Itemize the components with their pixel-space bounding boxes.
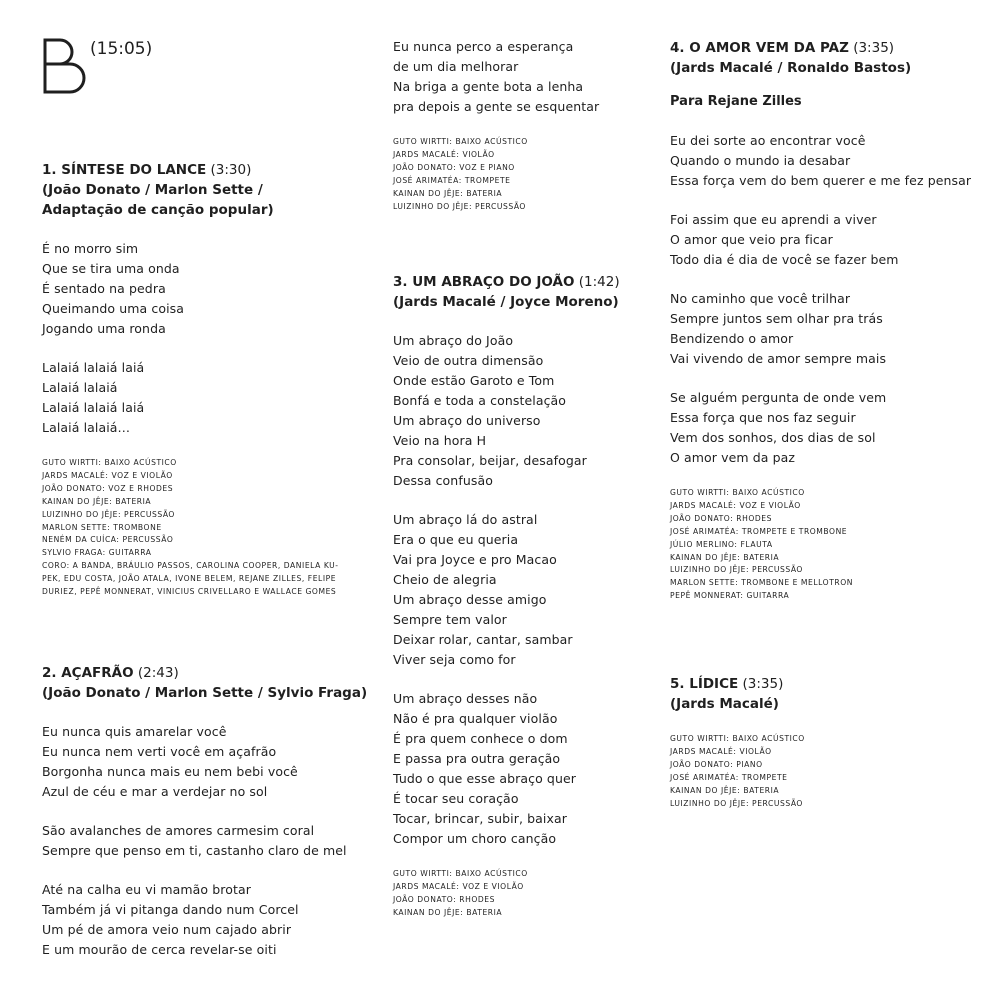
track-3 bbox=[393, 272, 620, 920]
lyric-line: Viver seja como for bbox=[393, 652, 516, 667]
lyric-line: Lalaiá lalaiá laiá bbox=[42, 360, 145, 375]
personnel-line: PEK, EDU COSTA, JOÃO ATALA, IVONE BELEM, REJANE ZILLES, FELIPE bbox=[42, 574, 337, 584]
lyric-line: Veio na hora H bbox=[393, 433, 487, 448]
lyric-line: Um abraço lá do astral bbox=[393, 512, 538, 527]
lyrics-stanza bbox=[393, 331, 620, 491]
personnel-line: JARDS MACALÉ: VOZ E VIOLÃO bbox=[42, 470, 173, 480]
track-title bbox=[670, 674, 805, 694]
lyric-line: O amor vem da paz bbox=[670, 450, 796, 465]
track-duration: (3:30) bbox=[210, 162, 252, 178]
lyric-line: Era o que eu queria bbox=[393, 532, 519, 547]
track-number-title: 4. O AMOR VEM DA PAZ bbox=[670, 40, 849, 56]
lyric-line: Também já vi pitanga dando num Corcel bbox=[42, 902, 299, 917]
personnel-line: GUTO WIRTTI: BAIXO ACÚSTICO bbox=[42, 458, 177, 467]
personnel-list bbox=[393, 136, 599, 213]
lyric-line: Um abraço do universo bbox=[393, 413, 541, 428]
track-number-title: 1. SÍNTESE DO LANCE bbox=[42, 162, 207, 178]
lyric-line: de um dia melhorar bbox=[393, 59, 519, 74]
personnel-line: JARDS MACALÉ: VIOLÃO bbox=[393, 149, 495, 159]
lyric-line: Eu dei sorte ao encontrar você bbox=[670, 133, 866, 148]
track-songwriters: (João Donato / Marlon Sette / Sylvio Fraga) bbox=[42, 685, 368, 701]
lyric-line: Todo dia é dia de você se fazer bem bbox=[670, 252, 899, 267]
side-letter: B bbox=[54, 58, 55, 59]
lyric-line: Que se tira uma onda bbox=[42, 261, 180, 276]
track-songwriters: (João Donato / Marlon Sette / bbox=[42, 182, 263, 198]
side-duration: (15:05) bbox=[90, 39, 153, 59]
lyrics-stanza bbox=[42, 239, 339, 339]
lyric-line: Sempre juntos sem olhar pra trás bbox=[670, 311, 883, 326]
personnel-line: JOSÉ ARIMATÉA: TROMPETE bbox=[670, 772, 788, 782]
lyric-line: Pra consolar, beijar, desafogar bbox=[393, 453, 587, 468]
personnel-line: LUIZINHO DO JÊJE: PERCUSSÃO bbox=[393, 201, 526, 211]
lyric-line: O amor que veio pra ficar bbox=[670, 232, 833, 247]
personnel-line: LUIZINHO DO JÊJE: PERCUSSÃO bbox=[670, 565, 803, 575]
lyric-line: Lalaiá lalaiá… bbox=[42, 420, 131, 435]
lyric-line: São avalanches de amores carmesim coral bbox=[42, 823, 315, 838]
lyric-line: Um abraço do João bbox=[393, 333, 514, 348]
track-songwriters: (Jards Macalé / Joyce Moreno) bbox=[393, 294, 619, 310]
lyric-line: É no morro sim bbox=[42, 241, 139, 256]
lyric-line: Onde estão Garoto e Tom bbox=[393, 373, 555, 388]
lyric-line: Azul de céu e mar a verdejar no sol bbox=[42, 784, 268, 799]
lyric-line: Sempre que penso em ti, castanho claro de mel bbox=[42, 843, 347, 858]
lyric-line: Sempre tem valor bbox=[393, 612, 507, 627]
personnel-line: KAINAN DO JÊJE: BATERIA bbox=[42, 496, 152, 506]
lyric-line: Tocar, brincar, subir, baixar bbox=[393, 811, 567, 826]
lyric-line: Quando o mundo ia desabar bbox=[670, 153, 851, 168]
track-title bbox=[42, 160, 339, 180]
lyric-line: Vai vivendo de amor sempre mais bbox=[670, 351, 887, 366]
personnel-line: JOÃO DONATO: VOZ E PIANO bbox=[393, 162, 515, 172]
lyric-line: É tocar seu coração bbox=[393, 791, 519, 806]
track-title bbox=[42, 663, 367, 683]
personnel-list bbox=[670, 733, 805, 810]
personnel-line: KAINAN DO JÊJE: BATERIA bbox=[670, 785, 780, 795]
personnel-line: JÚLIO MERLINO: FLAUTA bbox=[670, 539, 773, 549]
lyrics-stanza bbox=[670, 289, 971, 369]
lyric-line: Veio de outra dimensão bbox=[393, 353, 544, 368]
personnel-list bbox=[670, 487, 971, 603]
personnel-line: NENÉM DA CUÍCA: PERCUSSÃO bbox=[42, 535, 174, 545]
lyric-line: pra depois a gente se esquentar bbox=[393, 99, 600, 114]
personnel-line: MARLON SETTE: TROMBONE bbox=[42, 522, 162, 532]
lyric-line: Bendizendo o amor bbox=[670, 331, 794, 346]
lyric-line: Deixar rolar, cantar, sambar bbox=[393, 632, 573, 647]
lyric-line: E passa pra outra geração bbox=[393, 751, 561, 766]
personnel-line: PEPÊ MONNERAT: GUITARRA bbox=[670, 591, 790, 601]
personnel-line: KAINAN DO JÊJE: BATERIA bbox=[670, 552, 780, 562]
lyric-line: Vai pra Joyce e pro Macao bbox=[393, 552, 557, 567]
lyric-line: Queimando uma coisa bbox=[42, 301, 185, 316]
lyric-line: Lalaiá lalaiá bbox=[42, 380, 118, 395]
track-2-continued bbox=[393, 37, 599, 213]
lyric-line: Foi assim que eu aprendi a viver bbox=[670, 212, 877, 227]
personnel-line: SYLVIO FRAGA: GUITARRA bbox=[42, 548, 152, 558]
lyric-line: Bonfá e toda a constelação bbox=[393, 393, 567, 408]
lyric-line: Um abraço desse amigo bbox=[393, 592, 547, 607]
personnel-line: JARDS MACALÉ: VOZ E VIOLÃO bbox=[393, 881, 524, 891]
lyric-line: Tudo o que esse abraço quer bbox=[393, 771, 577, 786]
personnel-list bbox=[393, 868, 620, 920]
track-title bbox=[393, 272, 620, 292]
personnel-line: GUTO WIRTTI: BAIXO ACÚSTICO bbox=[670, 734, 805, 743]
lyric-line: Eu nunca nem verti você em açafrão bbox=[42, 744, 277, 759]
lyric-line: Eu nunca quis amarelar você bbox=[42, 724, 227, 739]
lyric-line: Essa força vem do bem querer e me fez pensar bbox=[670, 173, 972, 188]
lyrics-stanza bbox=[393, 510, 620, 670]
lyric-line: Cheio de alegria bbox=[393, 572, 497, 587]
lyric-line: É pra quem conhece o dom bbox=[393, 731, 568, 746]
lyric-line: Lalaiá lalaiá laiá bbox=[42, 400, 145, 415]
personnel-line: LUIZINHO DO JÊJE: PERCUSSÃO bbox=[42, 509, 175, 519]
track-songwriters: Adaptação de canção popular) bbox=[42, 202, 274, 218]
lyrics-stanza bbox=[393, 37, 599, 117]
lyrics-stanza bbox=[670, 210, 971, 270]
lyric-line: Na briga a gente bota a lenha bbox=[393, 79, 584, 94]
personnel-line: JOSÉ ARIMATÉA: TROMPETE E TROMBONE bbox=[670, 526, 848, 536]
lyric-line: Eu nunca perco a esperança bbox=[393, 39, 574, 54]
track-2 bbox=[42, 663, 367, 960]
personnel-line: JOÃO DONATO: RHODES bbox=[670, 513, 772, 523]
lyrics-stanza bbox=[670, 131, 971, 191]
track-4 bbox=[670, 38, 971, 603]
personnel-line: LUIZINHO DO JÊJE: PERCUSSÃO bbox=[670, 798, 803, 808]
track-songwriters: (Jards Macalé / Ronaldo Bastos) bbox=[670, 60, 912, 76]
lyric-line: Borgonha nunca mais eu nem bebi você bbox=[42, 764, 298, 779]
lyric-line: Essa força que nos faz seguir bbox=[670, 410, 856, 425]
lyrics-stanza bbox=[670, 388, 971, 468]
track-1 bbox=[42, 160, 339, 599]
personnel-line: GUTO WIRTTI: BAIXO ACÚSTICO bbox=[393, 137, 528, 146]
personnel-line: KAINAN DO JÊJE: BATERIA bbox=[393, 188, 503, 198]
track-duration: (3:35) bbox=[853, 40, 895, 56]
personnel-list bbox=[42, 457, 339, 599]
lyric-line: E um mourão de cerca revelar-se oiti bbox=[42, 942, 277, 957]
personnel-line: JOÃO DONATO: RHODES bbox=[393, 894, 495, 904]
personnel-line: JARDS MACALÉ: VOZ E VIOLÃO bbox=[670, 500, 801, 510]
lyric-line: No caminho que você trilhar bbox=[670, 291, 851, 306]
lyrics-stanza bbox=[42, 358, 339, 438]
lyric-line: Até na calha eu vi mamão brotar bbox=[42, 882, 251, 897]
track-number-title: 5. LÍDICE bbox=[670, 676, 739, 692]
personnel-line: JOSÉ ARIMATÉA: TROMPETE bbox=[393, 175, 511, 185]
lyrics-stanza bbox=[42, 821, 367, 861]
track-title bbox=[670, 38, 971, 58]
personnel-line: CORO: A BANDA, BRÁULIO PASSOS, CAROLINA COOPER, DANIELA KU- bbox=[42, 561, 339, 571]
lyrics-stanza bbox=[42, 722, 367, 802]
personnel-line: GUTO WIRTTI: BAIXO ACÚSTICO bbox=[393, 869, 528, 878]
track-number-title: 2. AÇAFRÃO bbox=[42, 665, 134, 681]
lyrics-stanza bbox=[393, 689, 620, 849]
side-b-logo-icon bbox=[42, 38, 88, 94]
track-5 bbox=[670, 674, 805, 810]
personnel-line: KAINAN DO JÊJE: BATERIA bbox=[393, 907, 503, 917]
track-duration: (3:35) bbox=[742, 676, 784, 692]
lyric-line: Compor um choro canção bbox=[393, 831, 557, 846]
personnel-line: JARDS MACALÉ: VIOLÃO bbox=[670, 746, 772, 756]
personnel-line: JOÃO DONATO: VOZ E RHODES bbox=[42, 483, 174, 493]
lyric-line: Um pé de amora veio num cajado abrir bbox=[42, 922, 292, 937]
personnel-line: JOÃO DONATO: PIANO bbox=[670, 759, 763, 769]
lyric-line: É sentado na pedra bbox=[42, 281, 166, 296]
track-duration: (2:43) bbox=[137, 665, 179, 681]
lyric-line: Um abraço desses não bbox=[393, 691, 538, 706]
personnel-line: DURIEZ, PEPÊ MONNERAT, VINICIUS CRIVELLARO E WALLACE GOMES bbox=[42, 587, 337, 597]
lyric-line: Se alguém pergunta de onde vem bbox=[670, 390, 887, 405]
personnel-line: GUTO WIRTTI: BAIXO ACÚSTICO bbox=[670, 488, 805, 497]
lyric-line: Não é pra qualquer violão bbox=[393, 711, 558, 726]
track-number-title: 3. UM ABRAÇO DO JOÃO bbox=[393, 274, 575, 290]
lyric-line: Dessa confusão bbox=[393, 473, 493, 488]
track-duration: (1:42) bbox=[578, 274, 620, 290]
track-dedication: Para Rejane Zilles bbox=[670, 94, 802, 109]
personnel-line: MARLON SETTE: TROMBONE E MELLOTRON bbox=[670, 578, 853, 588]
lyric-line: Vem dos sonhos, dos dias de sol bbox=[670, 430, 876, 445]
lyrics-stanza bbox=[42, 880, 367, 960]
lyric-line: Jogando uma ronda bbox=[42, 321, 166, 336]
track-songwriters: (Jards Macalé) bbox=[670, 696, 779, 712]
